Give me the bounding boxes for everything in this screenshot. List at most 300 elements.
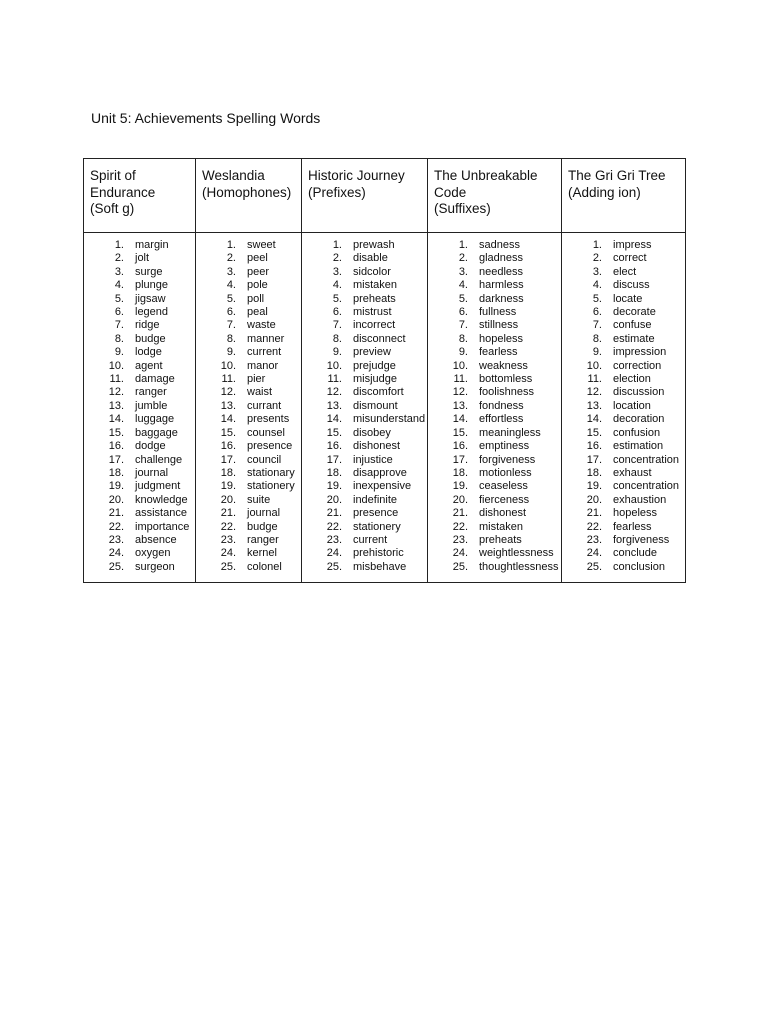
list-item — [196, 507, 301, 520]
spelling-word: disconnect — [353, 332, 406, 345]
item-number: 20. — [220, 493, 236, 506]
list-item — [84, 319, 195, 332]
spelling-word: bottomless — [479, 373, 533, 386]
list-item — [302, 360, 427, 373]
item-number: 22. — [220, 520, 236, 533]
item-number: 23. — [586, 533, 602, 546]
spelling-word: baggage — [135, 426, 178, 439]
spelling-word: poll — [247, 292, 265, 305]
word-list — [428, 239, 561, 574]
item-number: 6. — [226, 306, 236, 319]
list-item — [84, 467, 195, 480]
spelling-word: darkness — [479, 292, 524, 305]
spelling-word: presents — [247, 413, 290, 426]
list-item — [562, 386, 685, 399]
spelling-word: current — [247, 346, 282, 359]
spelling-word: motionless — [479, 466, 532, 479]
list-item — [196, 306, 301, 319]
item-number: 12. — [220, 386, 236, 399]
item-number: 7. — [114, 319, 124, 332]
spelling-word: emptiness — [479, 440, 530, 453]
word-list-cell — [302, 233, 428, 583]
spelling-word: preview — [353, 346, 391, 359]
list-item — [562, 547, 685, 560]
item-number: 3. — [458, 265, 468, 278]
list-item — [196, 494, 301, 507]
column-header — [428, 159, 562, 233]
list-item — [302, 534, 427, 547]
item-number: 11. — [221, 373, 236, 386]
word-list-cell — [562, 233, 686, 583]
spelling-word: stationery — [353, 520, 401, 533]
spelling-word: thoughtlessness — [479, 560, 559, 573]
item-number: 18. — [586, 466, 602, 479]
spelling-word: prehistoric — [353, 547, 404, 560]
item-number: 12. — [108, 386, 124, 399]
column-header — [84, 159, 196, 233]
list-item — [302, 413, 427, 426]
list-item — [84, 360, 195, 373]
spelling-word: luggage — [135, 413, 175, 426]
item-number: 7. — [592, 319, 602, 332]
list-item — [302, 373, 427, 386]
list-item — [302, 333, 427, 346]
spelling-word: waist — [247, 386, 273, 399]
list-item — [428, 467, 561, 480]
item-number: 11. — [327, 373, 342, 386]
list-item — [302, 293, 427, 306]
list-item — [302, 494, 427, 507]
spelling-word: presence — [247, 440, 293, 453]
list-item — [562, 534, 685, 547]
spelling-word: surge — [135, 265, 163, 278]
item-number: 16. — [108, 440, 124, 453]
list-item — [196, 266, 301, 279]
spelling-word: jumble — [135, 399, 168, 412]
spelling-word: kernel — [247, 547, 277, 560]
list-item — [562, 480, 685, 493]
column-header-line: Weslandia — [202, 168, 265, 183]
spelling-word: weakness — [479, 359, 528, 372]
item-number: 9. — [332, 346, 342, 359]
item-number: 7. — [226, 319, 236, 332]
item-number: 10. — [586, 359, 602, 372]
spelling-word: discuss — [613, 279, 650, 292]
list-item — [84, 373, 195, 386]
item-number: 15. — [452, 426, 468, 439]
list-item — [562, 507, 685, 520]
item-number: 7. — [458, 319, 468, 332]
item-number: 19. — [108, 480, 124, 493]
spelling-word: ridge — [135, 319, 160, 332]
spelling-word: forgiveness — [479, 453, 536, 466]
list-item — [428, 386, 561, 399]
spelling-word: misunderstand — [353, 413, 426, 426]
list-item — [562, 454, 685, 467]
item-number: 12. — [326, 386, 342, 399]
word-list-cell — [84, 233, 196, 583]
spelling-word: correct — [613, 252, 647, 265]
item-number: 10. — [452, 359, 468, 372]
item-number: 20. — [108, 493, 124, 506]
spelling-word: sidcolor — [353, 265, 391, 278]
spelling-word: journal — [247, 507, 281, 520]
spelling-word: sweet — [247, 239, 276, 251]
item-number: 1. — [114, 239, 124, 251]
list-item — [84, 266, 195, 279]
item-number: 4. — [226, 279, 236, 292]
spelling-word: budge — [247, 520, 278, 533]
list-item — [84, 346, 195, 359]
list-item — [562, 306, 685, 319]
list-item — [84, 386, 195, 399]
list-item — [196, 333, 301, 346]
list-item — [562, 360, 685, 373]
item-number: 5. — [458, 292, 468, 305]
list-item — [196, 346, 301, 359]
list-item — [302, 266, 427, 279]
item-number: 19. — [452, 480, 468, 493]
item-number: 6. — [458, 306, 468, 319]
spelling-word: dishonest — [353, 440, 401, 453]
item-number: 2. — [592, 252, 602, 265]
item-number: 2. — [226, 252, 236, 265]
spelling-word: waste — [247, 319, 276, 332]
list-item — [302, 467, 427, 480]
item-number: 9. — [114, 346, 124, 359]
item-number: 25. — [326, 560, 342, 573]
list-item — [562, 319, 685, 332]
item-number: 6. — [592, 306, 602, 319]
spelling-word: budge — [135, 332, 166, 345]
item-number: 3. — [114, 265, 124, 278]
list-item — [428, 333, 561, 346]
list-item — [196, 547, 301, 560]
spelling-word: colonel — [247, 560, 282, 573]
spelling-word: estimation — [613, 440, 664, 453]
item-number: 17. — [108, 453, 124, 466]
spelling-word: gladness — [479, 252, 524, 265]
spelling-word: prejudge — [353, 359, 396, 372]
spelling-word: importance — [135, 520, 190, 533]
item-number: 1. — [458, 239, 468, 251]
list-item — [302, 440, 427, 453]
spelling-word: mistrust — [353, 306, 392, 319]
item-number: 5. — [592, 292, 602, 305]
list-item — [428, 521, 561, 534]
column-header-line: (Soft g) — [90, 201, 135, 216]
spelling-word: meaningless — [479, 426, 541, 439]
spelling-word: misjudge — [353, 373, 398, 386]
spelling-word: fierceness — [479, 493, 530, 506]
column-header — [196, 159, 302, 233]
item-number: 7. — [332, 319, 342, 332]
spelling-word: confuse — [613, 319, 652, 332]
list-item — [428, 293, 561, 306]
item-number: 19. — [326, 480, 342, 493]
item-number: 20. — [452, 493, 468, 506]
item-number: 13. — [108, 399, 124, 412]
item-number: 13. — [452, 399, 468, 412]
column-header-line: Spirit of — [90, 168, 136, 183]
item-number: 19. — [586, 480, 602, 493]
item-number: 5. — [226, 292, 236, 305]
list-item — [84, 561, 195, 574]
item-number: 5. — [332, 292, 342, 305]
spelling-word: conclusion — [613, 560, 665, 573]
spelling-word: jolt — [135, 252, 150, 265]
list-item — [562, 266, 685, 279]
item-number: 11. — [453, 373, 468, 386]
column-header-line: (Suffixes) — [434, 201, 491, 216]
list-item — [84, 239, 195, 252]
spelling-word: forgiveness — [613, 533, 670, 546]
item-number: 14. — [452, 413, 468, 426]
item-number: 12. — [586, 386, 602, 399]
list-item — [562, 252, 685, 265]
list-item — [302, 319, 427, 332]
spelling-word: journal — [135, 466, 169, 479]
item-number: 4. — [114, 279, 124, 292]
item-number: 14. — [108, 413, 124, 426]
list-item — [196, 360, 301, 373]
item-number: 15. — [220, 426, 236, 439]
column-header-line: (Prefixes) — [308, 184, 366, 200]
list-item — [196, 440, 301, 453]
list-item — [84, 494, 195, 507]
list-item — [196, 454, 301, 467]
spelling-word: sadness — [479, 239, 520, 251]
item-number: 24. — [220, 547, 236, 560]
list-item — [562, 333, 685, 346]
list-item — [196, 293, 301, 306]
item-number: 8. — [592, 332, 602, 345]
item-number: 14. — [586, 413, 602, 426]
spelling-word: incorrect — [353, 319, 396, 332]
list-item — [562, 279, 685, 292]
item-number: 6. — [114, 306, 124, 319]
word-list — [302, 239, 427, 574]
item-number: 17. — [586, 453, 602, 466]
spelling-word: decoration — [613, 413, 665, 426]
list-item — [562, 346, 685, 359]
spelling-word: oxygen — [135, 547, 171, 560]
spelling-word: conclude — [613, 547, 658, 560]
item-number: 15. — [326, 426, 342, 439]
item-number: 24. — [452, 547, 468, 560]
spelling-word: fearless — [613, 520, 652, 533]
item-number: 21. — [220, 507, 236, 520]
spelling-word: impress — [613, 239, 652, 251]
list-item — [84, 400, 195, 413]
list-item — [196, 427, 301, 440]
spelling-word: confusion — [613, 426, 661, 439]
item-number: 15. — [108, 426, 124, 439]
list-item — [562, 427, 685, 440]
spelling-word: lodge — [135, 346, 162, 359]
spelling-word: location — [613, 399, 651, 412]
table-header-row — [84, 159, 686, 233]
list-item — [302, 427, 427, 440]
item-number: 18. — [326, 466, 342, 479]
list-item — [302, 547, 427, 560]
word-list-cell — [196, 233, 302, 583]
item-number: 17. — [326, 453, 342, 466]
list-item — [84, 534, 195, 547]
item-number: 16. — [586, 440, 602, 453]
item-number: 22. — [586, 520, 602, 533]
list-item — [428, 252, 561, 265]
item-number: 8. — [114, 332, 124, 345]
spelling-word: manor — [247, 359, 279, 372]
item-number: 21. — [586, 507, 602, 520]
item-number: 21. — [452, 507, 468, 520]
list-item — [302, 454, 427, 467]
list-item — [196, 319, 301, 332]
list-item — [428, 266, 561, 279]
list-item — [428, 507, 561, 520]
spelling-word: council — [247, 453, 282, 466]
spelling-word: inexpensive — [353, 480, 412, 493]
spelling-word: hopeless — [613, 507, 658, 520]
spelling-word: fearless — [479, 346, 518, 359]
list-item — [562, 494, 685, 507]
item-number: 1. — [592, 239, 602, 251]
list-item — [196, 252, 301, 265]
spelling-word: pier — [247, 373, 266, 386]
list-item — [562, 467, 685, 480]
item-number: 10. — [326, 359, 342, 372]
list-item — [196, 386, 301, 399]
item-number: 21. — [108, 507, 124, 520]
list-item — [428, 279, 561, 292]
item-number: 18. — [108, 466, 124, 479]
item-number: 24. — [586, 547, 602, 560]
item-number: 8. — [226, 332, 236, 345]
item-number: 22. — [108, 520, 124, 533]
spelling-word: needless — [479, 265, 524, 278]
spelling-word: prewash — [353, 239, 395, 251]
column-header-line: (Homophones) — [202, 184, 292, 200]
spelling-word: decorate — [613, 306, 656, 319]
spelling-word: exhaustion — [613, 493, 667, 506]
spelling-word: disapprove — [353, 466, 407, 479]
spelling-word: dismount — [353, 399, 398, 412]
item-number: 13. — [326, 399, 342, 412]
item-number: 4. — [332, 279, 342, 292]
list-item — [428, 494, 561, 507]
list-item — [428, 440, 561, 453]
spelling-word: damage — [135, 373, 175, 386]
spelling-word: jigsaw — [135, 292, 166, 305]
spelling-word: challenge — [135, 453, 183, 466]
spelling-word: injustice — [353, 453, 393, 466]
spelling-word: hopeless — [479, 332, 524, 345]
item-number: 9. — [458, 346, 468, 359]
spelling-word: peer — [247, 265, 270, 278]
list-item — [302, 400, 427, 413]
list-item — [428, 360, 561, 373]
list-item — [562, 293, 685, 306]
spelling-word: mistaken — [353, 279, 398, 292]
list-item — [428, 239, 561, 252]
item-number: 4. — [458, 279, 468, 292]
spelling-word: preheats — [479, 533, 522, 546]
spelling-word: harmless — [479, 279, 524, 292]
item-number: 20. — [586, 493, 602, 506]
spelling-word: correction — [613, 359, 662, 372]
spelling-word: stationary — [247, 466, 295, 479]
list-item — [562, 373, 685, 386]
item-number: 2. — [458, 252, 468, 265]
document-title: Unit 5: Achievements Spelling Words — [91, 110, 321, 126]
list-item — [84, 507, 195, 520]
list-item — [302, 521, 427, 534]
list-item — [196, 561, 301, 574]
item-number: 11. — [109, 373, 124, 386]
item-number: 23. — [108, 533, 124, 546]
item-number: 9. — [592, 346, 602, 359]
spelling-word: foolishness — [479, 386, 535, 399]
spelling-word: disable — [353, 252, 388, 265]
item-number: 22. — [326, 520, 342, 533]
spelling-word: stationery — [247, 480, 295, 493]
item-number: 25. — [586, 560, 602, 573]
spelling-word: fullness — [479, 306, 517, 319]
list-item — [84, 306, 195, 319]
list-item — [428, 306, 561, 319]
item-number: 21. — [326, 507, 342, 520]
column-header — [562, 159, 686, 233]
column-header — [302, 159, 428, 233]
spelling-word: surgeon — [135, 560, 175, 573]
list-item — [562, 413, 685, 426]
list-item — [302, 252, 427, 265]
item-number: 13. — [586, 399, 602, 412]
spelling-word: locate — [613, 292, 643, 305]
word-list-cell — [428, 233, 562, 583]
item-number: 3. — [592, 265, 602, 278]
spelling-word: stillness — [479, 319, 519, 332]
spelling-word: effortless — [479, 413, 524, 426]
spelling-word: elect — [613, 265, 637, 278]
spelling-word: concentration — [613, 453, 680, 466]
list-item — [428, 413, 561, 426]
list-item — [84, 440, 195, 453]
spelling-word: ceaseless — [479, 480, 528, 493]
item-number: 17. — [220, 453, 236, 466]
spelling-word: manner — [247, 332, 285, 345]
list-item — [84, 293, 195, 306]
spelling-word: dodge — [135, 440, 166, 453]
list-item — [196, 521, 301, 534]
item-number: 2. — [114, 252, 124, 265]
spelling-word: peal — [247, 306, 268, 319]
list-item — [196, 279, 301, 292]
item-number: 18. — [452, 466, 468, 479]
item-number: 12. — [452, 386, 468, 399]
list-item — [428, 319, 561, 332]
list-item — [302, 480, 427, 493]
spelling-word: judgment — [135, 480, 181, 493]
list-item — [302, 346, 427, 359]
item-number: 24. — [108, 547, 124, 560]
spelling-word: knowledge — [135, 493, 188, 506]
item-number: 1. — [226, 239, 236, 251]
list-item — [302, 386, 427, 399]
item-number: 25. — [108, 560, 124, 573]
item-number: 20. — [326, 493, 342, 506]
